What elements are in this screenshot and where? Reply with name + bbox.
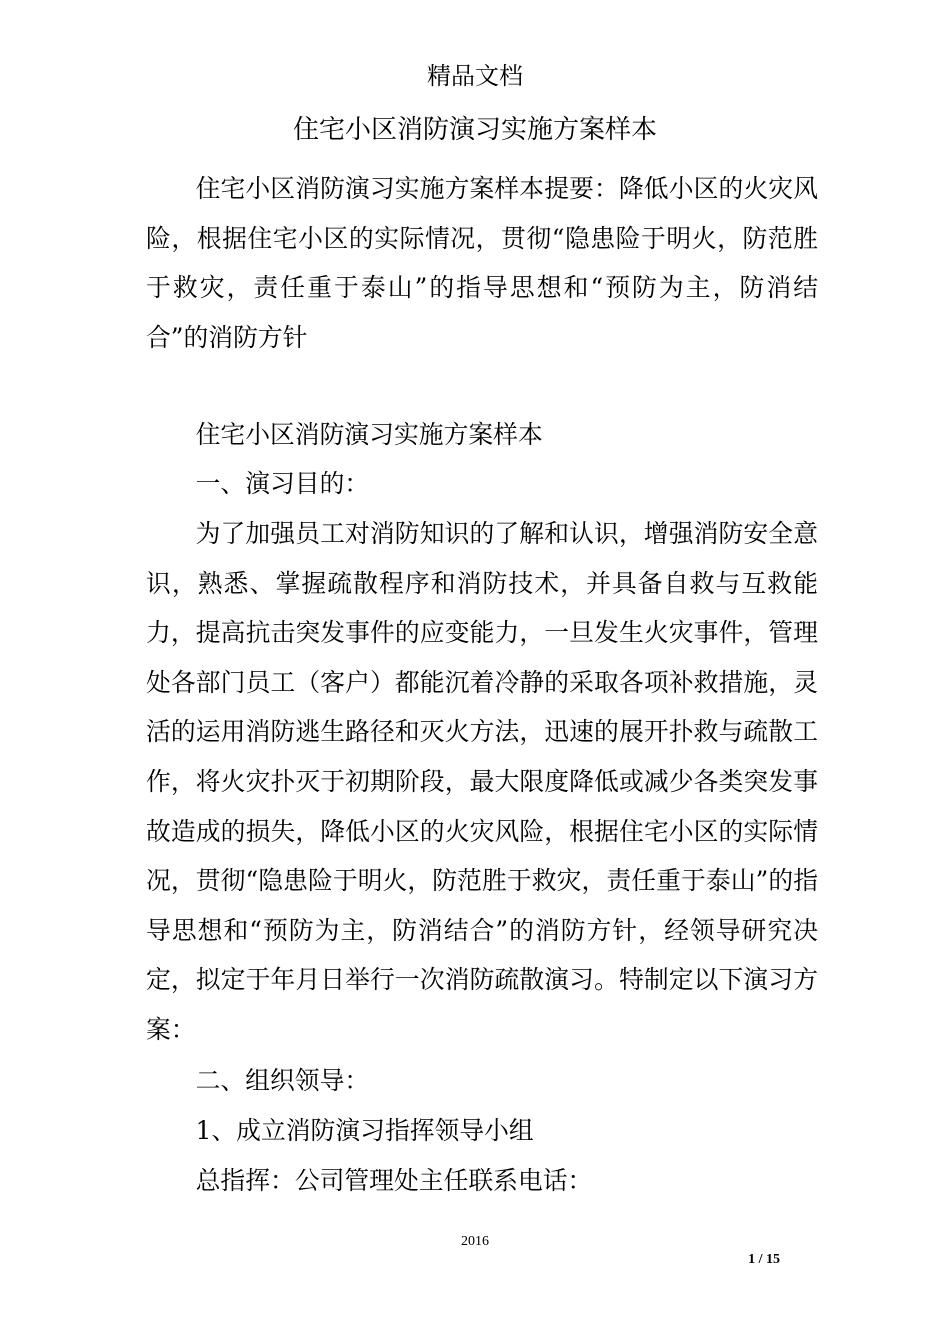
footer-year: 2016 [461,1234,489,1249]
body-title: 住宅小区消防演习实施方案样本 [195,420,543,449]
purpose-paragraph: 为了加强员工对消防知识的了解和认识，增强消防安全意识，熟悉、掌握疏散程序和消防技术，并具备自救与互救能力，提高抗击突发事件的应变能力，一旦发生火灾事件，管理处各部门员工（客户）都能沉着冷静的采取各项补救措施，灵活的运用消防逃生路径和灭火方法，迅速的展开扑救与疏散工作，将火灾扑灭于初期阶段，最大限度降低或减少各类突发事故造成的损失，降低小区的火灾风险，根据住宅小区的实际情况，贯彻“隐患险于明火，防范胜于救灾，责任重于泰山”的指导思想和“预防为主，防消结合”的消防方针，经领导研究决定，拟定于年月日举行一次消防疏散演习。特制定以下演习方案： [146,519,818,1044]
subsection-heading-command-group: 1、成立消防演习指挥领导小组 [195,1116,534,1145]
commander-line: 总指挥：公司管理处主任联系电话： [195,1166,593,1195]
document-title: 住宅小区消防演习实施方案样本 [292,115,657,145]
section-heading-purpose: 一、演习目的： [195,469,370,498]
page-indicator: 1 / 15 [748,1252,780,1267]
header-label: 精品文档 [427,62,523,90]
section-heading-organization: 二、组织领导： [195,1066,370,1095]
summary-paragraph: 住宅小区消防演习实施方案样本提要：降低小区的火灾风险，根据住宅小区的实际情况，贯彻“隐患险于明火，防范胜于救灾，责任重于泰山”的指导思想和“预防为主，防消结合”的消防方针 [146,174,818,352]
